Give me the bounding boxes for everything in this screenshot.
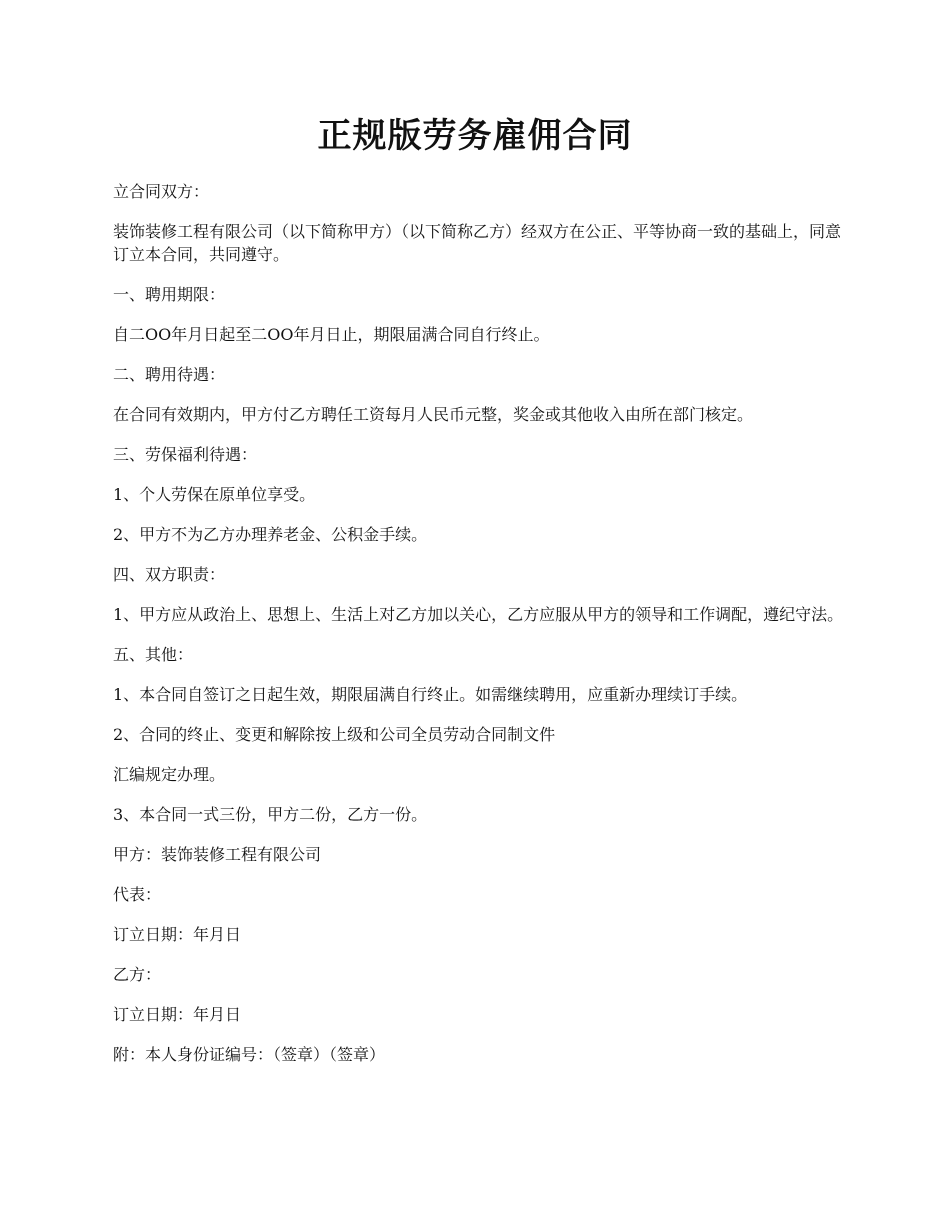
party-a-line: 甲方：装饰装修工程有限公司 [113,845,322,864]
benefits-item-1: 1、个人劳保在原单位享受。 [113,485,316,504]
other-item-1: 1、本合同自签订之日起生效，期限届满自行终止。如需继续聘用，应重新办理续订手续。 [113,685,748,704]
other-item-2: 2、合同的终止、变更和解除按上级和公司全员劳动合同制文件 [113,725,556,744]
section-heading-pay: 二、聘用待遇： [113,365,226,384]
pay-paragraph: 在合同有效期内，甲方付乙方聘任工资每月人民币元整，奖金或其他收入由所在部门核定。 [113,405,754,424]
contract-intro-paragraph: 装饰装修工程有限公司（以下简称甲方）（以下简称乙方）经双方在公正、平等协商一致的基础上，同意订立本合同，共同遵守。 [113,222,842,264]
term-paragraph: 自二OO年月日起至二OO年月日止，期限届满合同自行终止。 [113,325,550,344]
appendix-id-line: 附：本人身份证编号：（签章）（签章） [113,1045,386,1064]
party-a-date-line: 订立日期：年月日 [113,925,242,944]
benefits-item-2: 2、甲方不为乙方办理养老金、公积金手续。 [113,525,428,544]
other-item-3: 3、本合同一式三份，甲方二份，乙方一份。 [113,805,428,824]
representative-line: 代表： [113,885,162,904]
party-b-line: 乙方： [113,965,162,984]
section-heading-term: 一、聘用期限： [113,285,226,304]
section-heading-benefits: 三、劳保福利待遇： [113,445,258,464]
other-item-2-continued: 汇编规定办理。 [113,765,226,784]
section-heading-other: 五、其他： [113,645,194,664]
section-heading-duties: 四、双方职责： [113,565,226,584]
document-body [113,180,853,1083]
document-title: 正规版劳务雇佣合同 [317,116,633,156]
party-b-date-line: 订立日期：年月日 [113,1005,242,1024]
contract-parties-label: 立合同双方： [113,182,210,201]
duties-item-1: 1、甲方应从政治上、思想上、生活上对乙方加以关心，乙方应服从甲方的领导和工作调配，遵纪守法。 [113,605,844,624]
